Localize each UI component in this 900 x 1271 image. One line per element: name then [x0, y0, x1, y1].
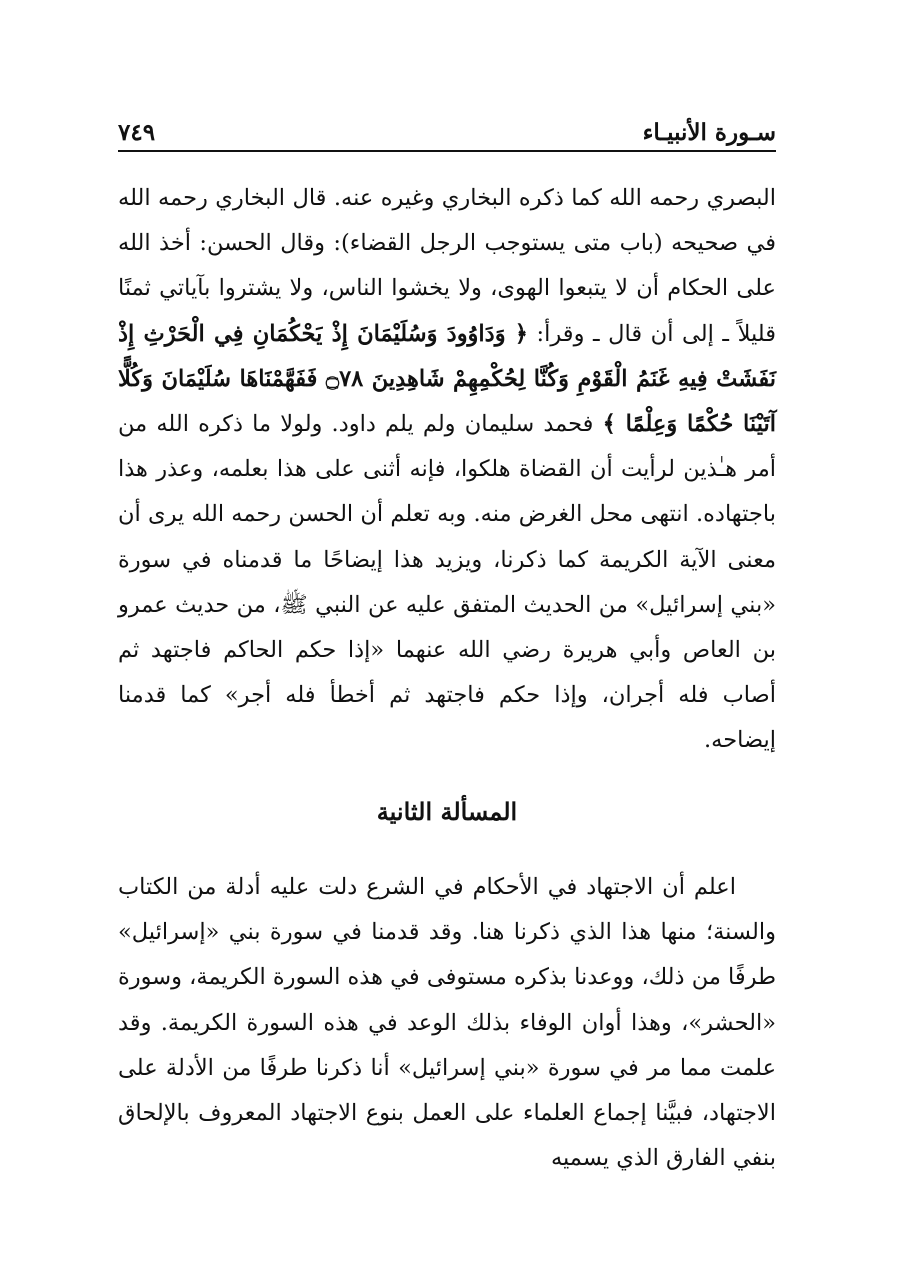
running-header [118, 108, 776, 152]
paragraph: اعلم أن الاجتهاد في الأحكام في الشرع دلت عليه أدلة من الكتاب والسنة؛ منها هذا الذي ذكرنا هنا. وقد قدمنا في سورة بني «إسرائيل» طرفًا من ذلك، ووعدنا بذكره مستوفى في هذه السورة الكريمة، وسورة «الحشر»، وهذا أوان الوفاء بذلك الوعد في هذه السورة الكريمة. وقد علمت مما مر في سورة «بني إسرائيل» أنا ذكرنا طرفًا من الأدلة على الاجتهاد، فبيَّنا إجماع العلماء على العمل بنوع الاجتهاد المعروف بالإلحاق بنفي الفارق الذي يسميه [118, 874, 776, 1172]
section-heading: المسألة الثانية [376, 797, 518, 826]
text-segment: فحمد سليمان ولم يلم داود. ولولا ما ذكره الله من أمر هـٰذين لرأيت أن القضاة هلكوا، فإنه أثنى على هذا بعلمه، وعذر هذا باجتهاده. انتهى محل الغرض منه. وبه تعلم أن الحسن رحمه الله يرى أن معنى الآية الكريمة كما ذكرنا، ويزيد هذا إيضاحًا ما قدمناه في سورة «بني إسرائيل» من الحديث المتفق عليه عن النبي ﷺ، من حديث عمرو بن العاص وأبي هريرة رضي الله عنهما «إذا حكم الحاكم فاجتهد ثم أصاب فله أجران، وإذا حكم فاجتهد ثم أخطأ فله أجر» كما قدمنا إيضاحه. [118, 411, 776, 754]
main-text-block [118, 176, 776, 764]
second-text-block [118, 865, 776, 1181]
quran-verse: ﴿ وَدَاوُودَ وَسُلَيْمَانَ إِذْ يَحْكُمَانِ فِي الْحَرْثِ إِذْ نَفَشَتْ فِيهِ غَنَمُ الْقَوْمِ وَكُنَّا لِحُكْمِهِمْ شَاهِدِينَ ۝٧٨ فَفَهَّمْنَاهَا سُلَيْمَانَ وَكُلًّا آتَيْنَا حُكْمًا وَعِلْمًا ﴾ [118, 320, 776, 438]
surah-title: سـورة الأنبيـاء [642, 119, 776, 146]
text-segment: البصري رحمه الله كما ذكره البخاري وغيره عنه. قال البخاري رحمه الله في صحيحه (باب متى يستوجب الرجل القضاء): وقال الحسن: أخذ الله على الحكام أن لا يتبعوا الهوى، ولا يخشوا الناس، ولا يشتروا بآياتي ثمنًا قليلاً ـ إلى أن قال ـ وقرأ: [118, 185, 776, 347]
paragraph [118, 176, 776, 764]
page-number: ٧٤٩ [118, 119, 156, 146]
